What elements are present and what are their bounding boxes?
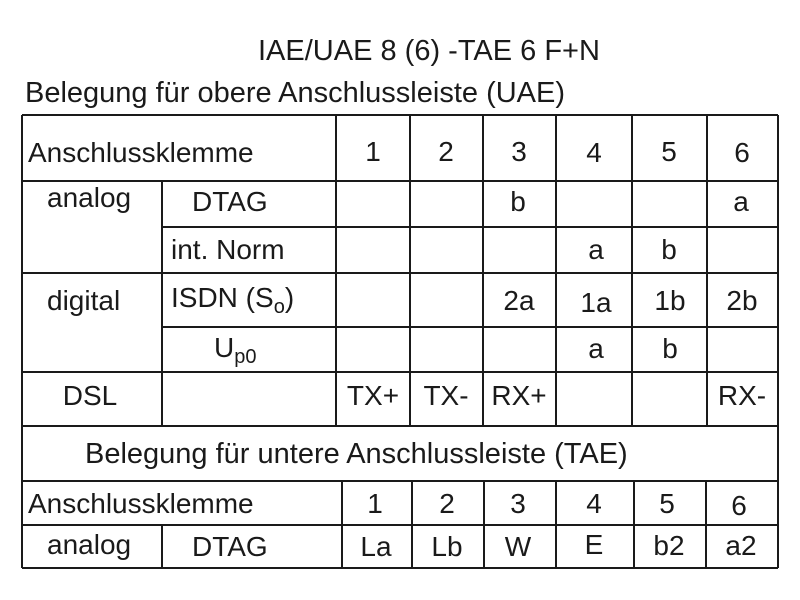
lower-heading: Belegung für untere Anschlussleiste (TAE) — [85, 438, 628, 470]
upper-dsl-t1: TX+ — [346, 380, 400, 411]
upper-dtag-t6: a — [733, 186, 749, 217]
lower-dtag-t3: W — [504, 531, 532, 562]
upper-up0-t4: a — [588, 333, 604, 364]
lower-dtag-t5: b2 — [653, 530, 685, 561]
lower-terminal-3: 3 — [510, 488, 526, 519]
lower-terminal-5: 5 — [659, 488, 675, 519]
upper-dsl-label: DSL — [62, 380, 118, 411]
lower-dtag-t2: Lb — [431, 531, 463, 562]
lower-dtag-t1: La — [360, 531, 392, 562]
upper-intnorm-t4: a — [588, 234, 604, 265]
upper-dsl-t6: RX- — [717, 380, 767, 411]
upper-digital-label: digital — [47, 285, 121, 316]
lower-terminal-2: 2 — [439, 488, 455, 519]
upper-dsl-t2: TX- — [423, 380, 469, 411]
upper-up0-label: $U_{p0}$ — [214, 332, 257, 368]
upper-isdn-t6: 2b — [726, 285, 758, 316]
upper-intnorm-t5: b — [661, 234, 677, 265]
upper-dtag-t3: b — [510, 186, 526, 217]
upper-up0-t5: b — [662, 333, 678, 364]
lower-dtag-label: DTAG — [192, 531, 268, 562]
upper-terminal-5: 5 — [661, 136, 677, 167]
upper-terminal-4: 4 — [586, 137, 602, 168]
upper-analog-label: analog — [47, 182, 132, 213]
upper-dsl-t3: RX+ — [491, 380, 547, 411]
document-title: IAE/UAE 8 (6) -TAE 6 F+N — [258, 35, 600, 67]
lower-terminal-4: 4 — [586, 488, 602, 519]
lower-terminal-6: 6 — [731, 490, 747, 521]
upper-dtag-label: DTAG — [192, 186, 268, 217]
upper-terminal-1: 1 — [365, 136, 381, 167]
lower-analog-label: analog — [47, 529, 132, 560]
upper-terminal-6: 6 — [734, 137, 750, 168]
upper-terminal-2: 2 — [438, 136, 454, 167]
upper-isdn-t5: 1b — [654, 285, 686, 316]
lower-terminal-label: Anschlussklemme — [28, 488, 254, 519]
upper-intnorm-label: int. Norm — [171, 234, 285, 265]
lower-terminal-1: 1 — [367, 488, 383, 519]
upper-isdn-t3: 2a — [503, 285, 535, 316]
upper-terminal-label: Anschlussklemme — [28, 137, 254, 168]
lower-dtag-t4: E — [584, 529, 604, 560]
upper-terminal-3: 3 — [511, 136, 527, 167]
upper-heading: Belegung für obere Anschlussleiste (UAE) — [25, 77, 566, 109]
lower-dtag-t6: a2 — [725, 530, 757, 561]
upper-isdn-t4: 1a — [580, 287, 612, 318]
upper-isdn-label: ISDN $(S_o)$ — [171, 282, 295, 318]
